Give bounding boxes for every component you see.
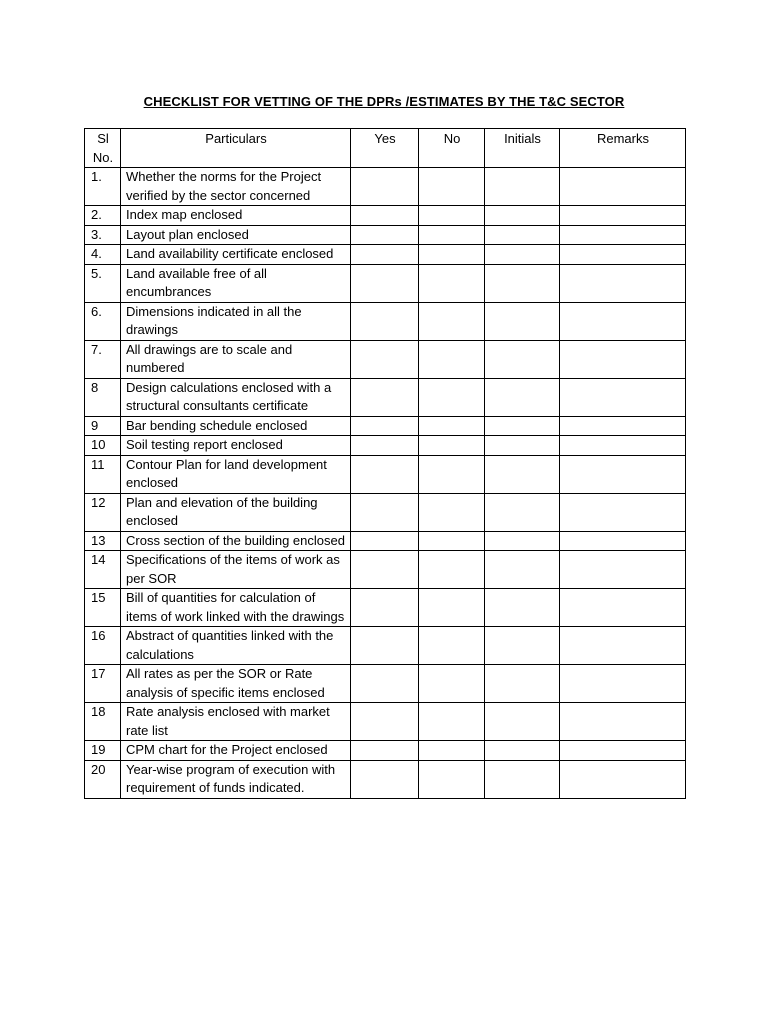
remarks-cell (560, 665, 686, 703)
table-row (85, 225, 686, 245)
particulars-cell: Contour Plan for land development enclosed (121, 455, 351, 493)
no-cell (419, 206, 485, 226)
sl-cell: 5. (85, 264, 121, 302)
remarks-cell (560, 340, 686, 378)
particulars-cell: Bar bending schedule enclosed (121, 416, 351, 436)
particulars-cell: Rate analysis enclosed with market rate list (121, 703, 351, 741)
header-sl-line2: No. (92, 149, 114, 165)
initials-cell (485, 551, 560, 589)
table-row (85, 741, 686, 761)
sl-cell: 11 (85, 455, 121, 493)
table-row (85, 302, 686, 340)
no-cell (419, 703, 485, 741)
yes-cell (351, 493, 419, 531)
particulars-cell: Year-wise program of execution with requirement of funds indicated. (121, 760, 351, 798)
initials-cell (485, 225, 560, 245)
document-title: CHECKLIST FOR VETTING OF THE DPRs /ESTIMATES BY THE T&C SECTOR (143, 94, 625, 109)
no-cell (419, 455, 485, 493)
yes-cell (351, 665, 419, 703)
no-cell (419, 416, 485, 436)
sl-cell: 3. (85, 225, 121, 245)
no-cell (419, 168, 485, 206)
initials-cell (485, 340, 560, 378)
table-row (85, 627, 686, 665)
sl-cell: 17 (85, 665, 121, 703)
remarks-cell (560, 264, 686, 302)
sl-cell: 9 (85, 416, 121, 436)
remarks-cell (560, 589, 686, 627)
table-row (85, 551, 686, 589)
table-row (85, 455, 686, 493)
yes-cell (351, 741, 419, 761)
particulars-cell: CPM chart for the Project enclosed (121, 741, 351, 761)
particulars-cell: Plan and elevation of the building enclosed (121, 493, 351, 531)
initials-cell (485, 741, 560, 761)
remarks-cell (560, 416, 686, 436)
yes-cell (351, 168, 419, 206)
sl-cell: 14 (85, 551, 121, 589)
yes-cell (351, 760, 419, 798)
header-yes: Yes (351, 129, 419, 168)
remarks-cell (560, 551, 686, 589)
remarks-cell (560, 302, 686, 340)
particulars-cell: Design calculations enclosed with a structural consultants certificate (121, 378, 351, 416)
header-remarks: Remarks (560, 129, 686, 168)
initials-cell (485, 531, 560, 551)
initials-cell (485, 493, 560, 531)
table-row (85, 245, 686, 265)
remarks-cell (560, 531, 686, 551)
remarks-cell (560, 245, 686, 265)
particulars-cell: Whether the norms for the Project verified by the sector concerned (121, 168, 351, 206)
table-row (85, 264, 686, 302)
initials-cell (485, 378, 560, 416)
table-row (85, 416, 686, 436)
sl-cell: 10 (85, 436, 121, 456)
no-cell (419, 264, 485, 302)
header-initials: Initials (485, 129, 560, 168)
table-row (85, 589, 686, 627)
header-sl-line1: Sl (97, 131, 109, 146)
table-row (85, 531, 686, 551)
initials-cell (485, 436, 560, 456)
table-row (85, 493, 686, 531)
remarks-cell (560, 741, 686, 761)
initials-cell (485, 245, 560, 265)
yes-cell (351, 378, 419, 416)
table-row (85, 760, 686, 798)
remarks-cell (560, 206, 686, 226)
no-cell (419, 627, 485, 665)
sl-cell: 2. (85, 206, 121, 226)
sl-cell: 12 (85, 493, 121, 531)
sl-cell: 13 (85, 531, 121, 551)
sl-cell: 6. (85, 302, 121, 340)
no-cell (419, 551, 485, 589)
no-cell (419, 741, 485, 761)
particulars-cell: Dimensions indicated in all the drawings (121, 302, 351, 340)
sl-cell: 15 (85, 589, 121, 627)
header-particulars: Particulars (121, 129, 351, 168)
table-row (85, 206, 686, 226)
no-cell (419, 436, 485, 456)
table-row (85, 703, 686, 741)
yes-cell (351, 455, 419, 493)
checklist-body (85, 168, 686, 799)
no-cell (419, 302, 485, 340)
particulars-cell: Specifications of the items of work as per SOR (121, 551, 351, 589)
sl-cell: 19 (85, 741, 121, 761)
sl-cell: 18 (85, 703, 121, 741)
initials-cell (485, 302, 560, 340)
remarks-cell (560, 493, 686, 531)
yes-cell (351, 703, 419, 741)
header-sl-no (85, 129, 121, 168)
particulars-cell: Abstract of quantities linked with the calculations (121, 627, 351, 665)
table-row (85, 168, 686, 206)
no-cell (419, 589, 485, 627)
particulars-cell: Bill of quantities for calculation of items of work linked with the drawings (121, 589, 351, 627)
no-cell (419, 531, 485, 551)
checklist-table (84, 128, 686, 799)
initials-cell (485, 416, 560, 436)
initials-cell (485, 264, 560, 302)
no-cell (419, 665, 485, 703)
sl-cell: 16 (85, 627, 121, 665)
table-row (85, 665, 686, 703)
no-cell (419, 378, 485, 416)
initials-cell (485, 665, 560, 703)
yes-cell (351, 340, 419, 378)
remarks-cell (560, 225, 686, 245)
initials-cell (485, 206, 560, 226)
particulars-cell: Cross section of the building enclosed (121, 531, 351, 551)
initials-cell (485, 589, 560, 627)
particulars-cell: Soil testing report enclosed (121, 436, 351, 456)
yes-cell (351, 302, 419, 340)
yes-cell (351, 531, 419, 551)
remarks-cell (560, 168, 686, 206)
no-cell (419, 760, 485, 798)
initials-cell (485, 455, 560, 493)
particulars-cell: Layout plan enclosed (121, 225, 351, 245)
particulars-cell: All rates as per the SOR or Rate analysis of specific items enclosed (121, 665, 351, 703)
sl-cell: 1. (85, 168, 121, 206)
no-cell (419, 245, 485, 265)
sl-cell: 4. (85, 245, 121, 265)
particulars-cell: Land availability certificate enclosed (121, 245, 351, 265)
sl-cell: 20 (85, 760, 121, 798)
table-row (85, 436, 686, 456)
yes-cell (351, 589, 419, 627)
initials-cell (485, 703, 560, 741)
yes-cell (351, 436, 419, 456)
no-cell (419, 493, 485, 531)
yes-cell (351, 416, 419, 436)
remarks-cell (560, 455, 686, 493)
particulars-cell: Index map enclosed (121, 206, 351, 226)
remarks-cell (560, 436, 686, 456)
yes-cell (351, 627, 419, 665)
yes-cell (351, 551, 419, 589)
header-no: No (419, 129, 485, 168)
yes-cell (351, 225, 419, 245)
yes-cell (351, 264, 419, 302)
no-cell (419, 225, 485, 245)
remarks-cell (560, 378, 686, 416)
sl-cell: 8 (85, 378, 121, 416)
initials-cell (485, 168, 560, 206)
yes-cell (351, 245, 419, 265)
yes-cell (351, 206, 419, 226)
remarks-cell (560, 703, 686, 741)
sl-cell: 7. (85, 340, 121, 378)
remarks-cell (560, 760, 686, 798)
initials-cell (485, 760, 560, 798)
initials-cell (485, 627, 560, 665)
table-row (85, 378, 686, 416)
table-row (85, 340, 686, 378)
particulars-cell: Land available free of all encumbrances (121, 264, 351, 302)
no-cell (419, 340, 485, 378)
header-row (85, 129, 686, 168)
remarks-cell (560, 627, 686, 665)
particulars-cell: All drawings are to scale and numbered (121, 340, 351, 378)
